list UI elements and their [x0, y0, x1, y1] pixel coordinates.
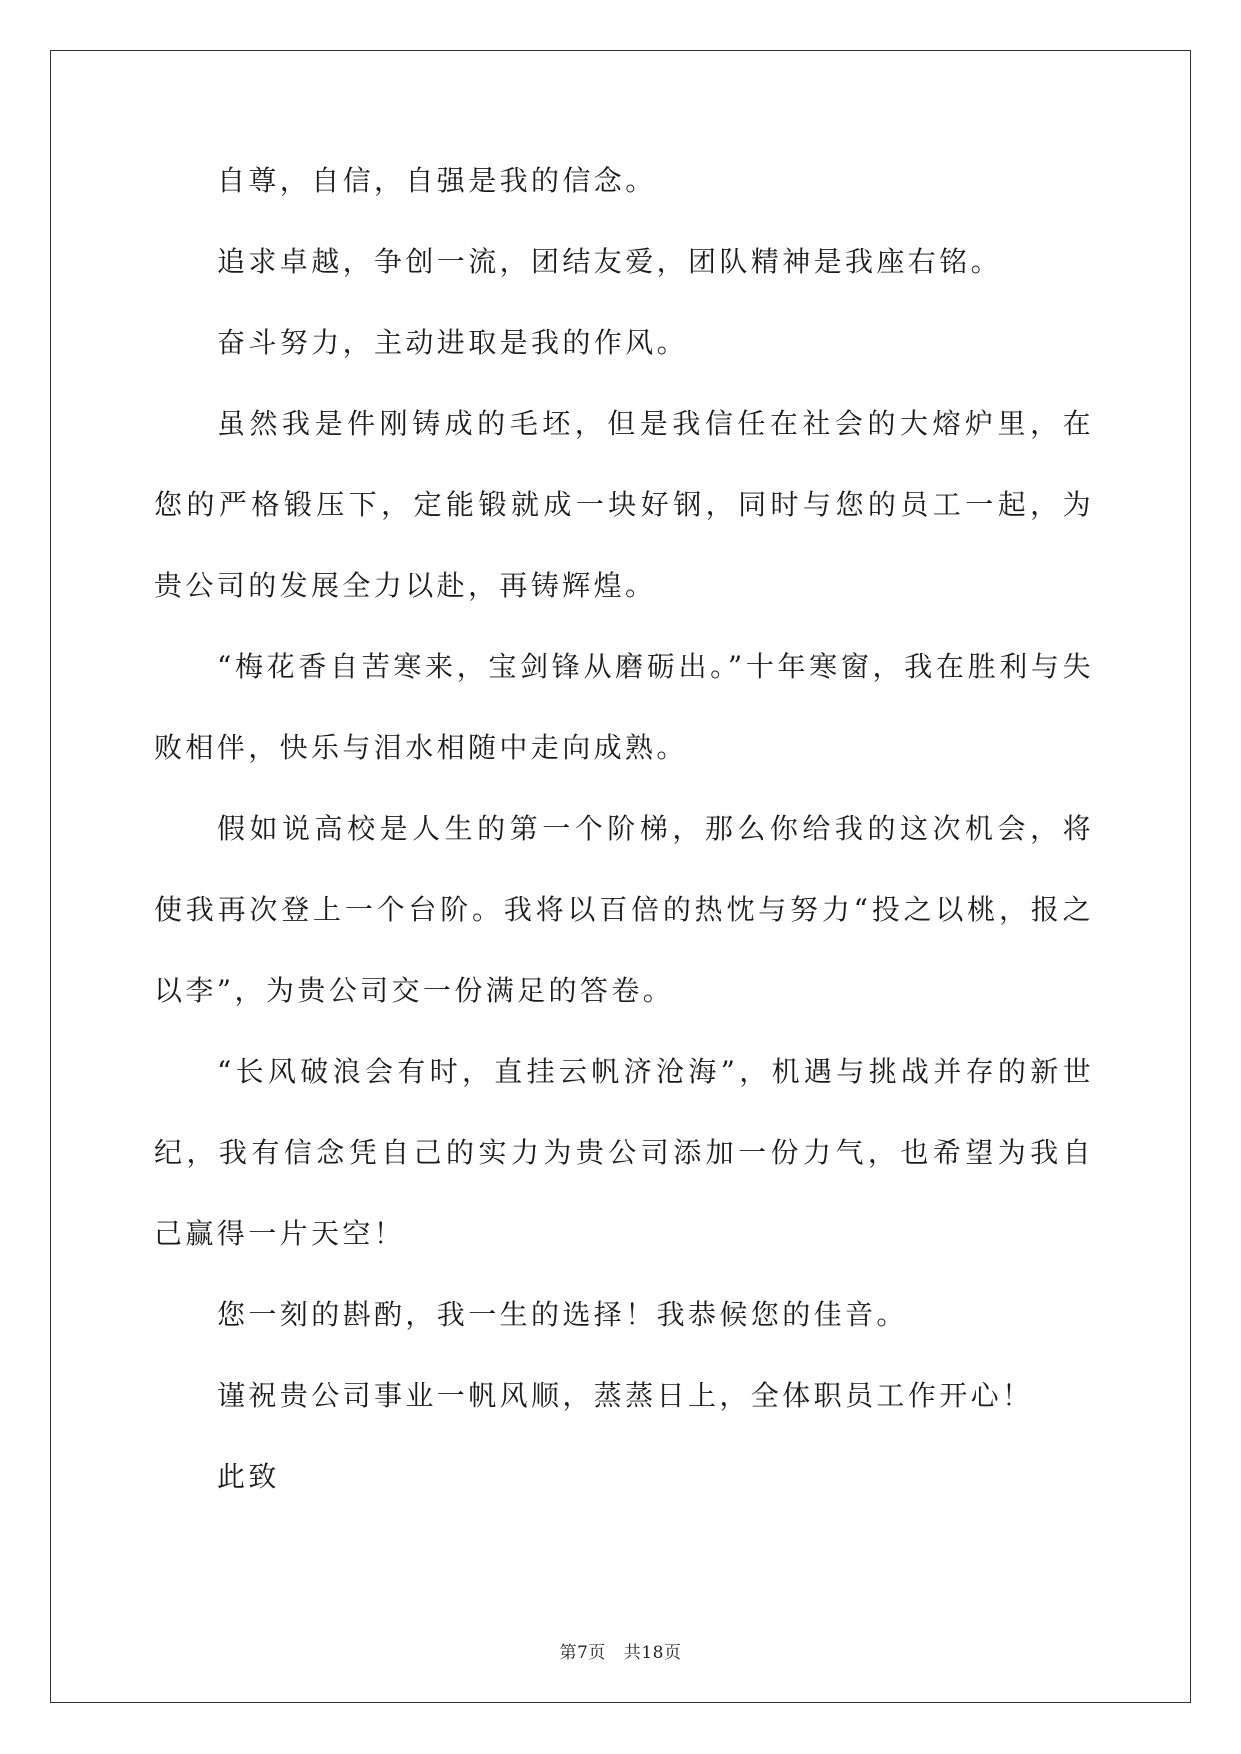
page-number-current: 第7页	[559, 1643, 606, 1663]
letter-body	[154, 160, 1094, 1517]
paragraph: “梅花香自苦寒来，宝剑锋从磨砺出。”十年寒窗，我在胜利与失败相伴，快乐与泪水相随中走向成熟。	[154, 650, 1094, 764]
paragraph: 此致	[217, 1460, 280, 1493]
paragraph: 追求卓越，争创一流，团结友爱，团队精神是我座右铭。	[217, 245, 1003, 278]
paragraph: “长风破浪会有时，直挂云帆济沧海”，机遇与挑战并存的新世纪，我有信念凭自己的实力为贵公司添加一份力气，也希望为我自己赢得一片天空！	[154, 1055, 1094, 1250]
paragraph: 奋斗努力，主动进取是我的作风。	[217, 326, 689, 359]
paragraph: 假如说高校是人生的第一个阶梯，那么你给我的这次机会，将使我再次登上一个台阶。我将以百倍的热忱与努力“投之以桃，报之以李”，为贵公司交一份满足的答卷。	[154, 812, 1094, 1007]
page-number-total: 共18页	[623, 1643, 682, 1663]
paragraph: 您一刻的斟酌，我一生的选择！我恭候您的佳音。	[217, 1298, 908, 1331]
paragraph: 自尊，自信，自强是我的信念。	[217, 164, 657, 197]
paragraph: 虽然我是件刚铸成的毛坯，但是我信任在社会的大熔炉里，在您的严格锻压下，定能锻就成一块好钢，同时与您的员工一起，为贵公司的发展全力以赴，再铸辉煌。	[154, 407, 1094, 602]
paragraph: 谨祝贵公司事业一帆风顺，蒸蒸日上，全体职员工作开心！	[217, 1379, 1034, 1412]
page-footer	[0, 1638, 1241, 1663]
